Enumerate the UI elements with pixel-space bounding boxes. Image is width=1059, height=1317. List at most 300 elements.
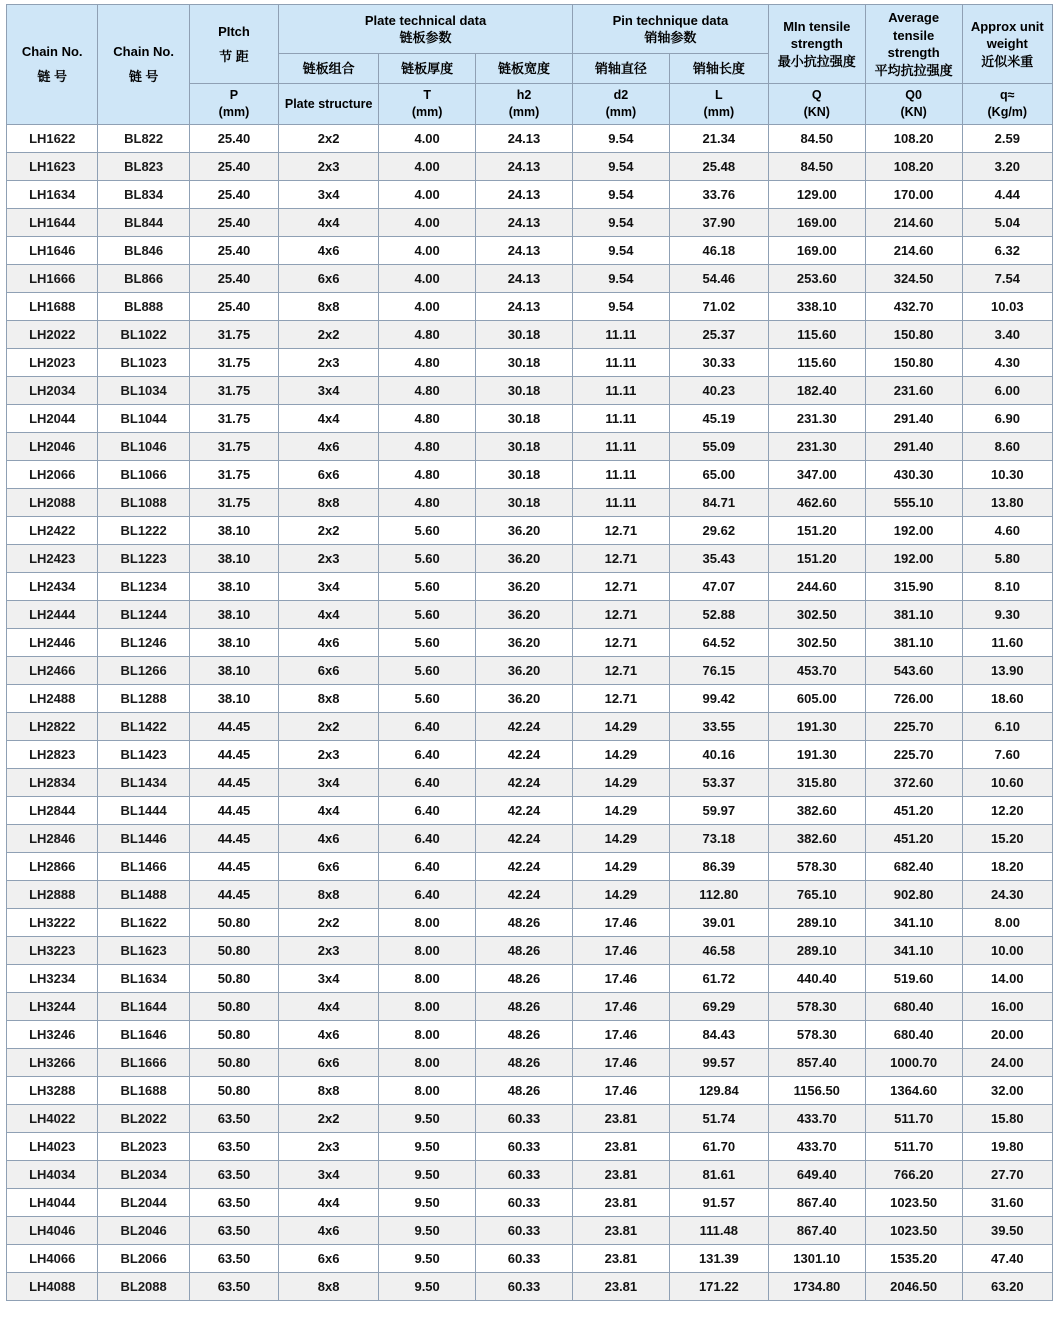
- cell-value: 231.60: [865, 376, 962, 404]
- cell-value: 84.71: [669, 488, 768, 516]
- cell-value: 42.24: [476, 712, 573, 740]
- table-row: [7, 236, 1053, 264]
- cell-value: 6.32: [962, 236, 1052, 264]
- cell-chain-no-2: BL866: [98, 264, 189, 292]
- cell-value: 50.80: [189, 1048, 278, 1076]
- cell-value: 25.40: [189, 236, 278, 264]
- cell-value: 1156.50: [768, 1076, 865, 1104]
- cell-value: 52.88: [669, 600, 768, 628]
- cell-value: 63.50: [189, 1104, 278, 1132]
- cell-value: 1301.10: [768, 1244, 865, 1272]
- cell-value: 341.10: [865, 936, 962, 964]
- table-row: [7, 600, 1053, 628]
- cell-value: 6.90: [962, 404, 1052, 432]
- cell-value: 6x6: [279, 1048, 379, 1076]
- header-plate-width-cn: 链板宽度: [476, 54, 573, 84]
- cell-value: 131.39: [669, 1244, 768, 1272]
- cell-value: 4x4: [279, 404, 379, 432]
- cell-value: 50.80: [189, 908, 278, 936]
- cell-value: 60.33: [476, 1216, 573, 1244]
- header-pin-technique-data: Pin technique data 销轴参数: [572, 5, 768, 54]
- cell-value: 111.48: [669, 1216, 768, 1244]
- unit-avg-tensile: Q0 (KN): [865, 84, 962, 125]
- cell-value: 47.40: [962, 1244, 1052, 1272]
- cell-value: 25.48: [669, 152, 768, 180]
- cell-value: 13.90: [962, 656, 1052, 684]
- cell-value: 40.16: [669, 740, 768, 768]
- cell-value: 42.24: [476, 768, 573, 796]
- cell-chain-no-1: LH4034: [7, 1160, 98, 1188]
- cell-value: 4x4: [279, 1188, 379, 1216]
- cell-chain-no-1: LH4023: [7, 1132, 98, 1160]
- cell-value: 12.71: [572, 572, 669, 600]
- cell-value: 6.40: [379, 712, 476, 740]
- table-row: [7, 404, 1053, 432]
- cell-chain-no-2: BL822: [98, 124, 189, 152]
- cell-value: 6.40: [379, 768, 476, 796]
- cell-value: 23.81: [572, 1244, 669, 1272]
- cell-value: 15.80: [962, 1104, 1052, 1132]
- cell-value: 2x3: [279, 152, 379, 180]
- cell-value: 8x8: [279, 292, 379, 320]
- cell-value: 291.40: [865, 432, 962, 460]
- cell-chain-no-2: BL823: [98, 152, 189, 180]
- cell-value: 31.75: [189, 376, 278, 404]
- table-row: [7, 992, 1053, 1020]
- cell-value: 4.30: [962, 348, 1052, 376]
- table-row: [7, 572, 1053, 600]
- cell-value: 14.29: [572, 852, 669, 880]
- cell-value: 15.20: [962, 824, 1052, 852]
- cell-value: 192.00: [865, 544, 962, 572]
- cell-value: 4.80: [379, 376, 476, 404]
- cell-value: 42.24: [476, 824, 573, 852]
- cell-value: 20.00: [962, 1020, 1052, 1048]
- cell-value: 867.40: [768, 1216, 865, 1244]
- cell-value: 31.60: [962, 1188, 1052, 1216]
- cell-value: 17.46: [572, 992, 669, 1020]
- cell-value: 11.11: [572, 432, 669, 460]
- cell-chain-no-1: LH4022: [7, 1104, 98, 1132]
- cell-value: 9.54: [572, 264, 669, 292]
- cell-value: 5.04: [962, 208, 1052, 236]
- cell-value: 39.50: [962, 1216, 1052, 1244]
- cell-chain-no-1: LH3244: [7, 992, 98, 1020]
- cell-value: 8.00: [379, 1076, 476, 1104]
- cell-chain-no-2: BL1034: [98, 376, 189, 404]
- cell-value: 48.26: [476, 992, 573, 1020]
- cell-value: 63.50: [189, 1132, 278, 1160]
- cell-value: 5.60: [379, 572, 476, 600]
- cell-value: 63.20: [962, 1272, 1052, 1300]
- cell-value: 8.60: [962, 432, 1052, 460]
- header-min-tensile-strength: MIn tensile strength 最小抗拉强度: [768, 5, 865, 84]
- cell-value: 171.22: [669, 1272, 768, 1300]
- cell-value: 38.10: [189, 516, 278, 544]
- cell-value: 10.00: [962, 936, 1052, 964]
- cell-value: 47.07: [669, 572, 768, 600]
- cell-value: 24.00: [962, 1048, 1052, 1076]
- cell-value: 244.60: [768, 572, 865, 600]
- cell-chain-no-2: BL1688: [98, 1076, 189, 1104]
- cell-value: 24.13: [476, 292, 573, 320]
- cell-value: 31.75: [189, 460, 278, 488]
- cell-chain-no-2: BL1488: [98, 880, 189, 908]
- cell-value: 4x6: [279, 628, 379, 656]
- cell-value: 4.80: [379, 460, 476, 488]
- cell-value: 23.81: [572, 1160, 669, 1188]
- table-row: [7, 1020, 1053, 1048]
- cell-value: 6.40: [379, 740, 476, 768]
- cell-value: 4x6: [279, 824, 379, 852]
- cell-value: 129.84: [669, 1076, 768, 1104]
- cell-value: 338.10: [768, 292, 865, 320]
- cell-value: 23.81: [572, 1132, 669, 1160]
- cell-value: 324.50: [865, 264, 962, 292]
- cell-value: 440.40: [768, 964, 865, 992]
- cell-value: 9.54: [572, 124, 669, 152]
- cell-value: 11.11: [572, 320, 669, 348]
- cell-value: 48.26: [476, 1076, 573, 1104]
- cell-value: 902.80: [865, 880, 962, 908]
- cell-value: 48.26: [476, 1048, 573, 1076]
- unit-pin-length: L (mm): [669, 84, 768, 125]
- cell-value: 36.20: [476, 516, 573, 544]
- header-approx-unit-weight: Approx unit weight 近似米重: [962, 5, 1052, 84]
- table-row: [7, 544, 1053, 572]
- cell-value: 4.00: [379, 180, 476, 208]
- cell-value: 225.70: [865, 740, 962, 768]
- table-row: [7, 320, 1053, 348]
- cell-value: 46.18: [669, 236, 768, 264]
- table-row: [7, 628, 1053, 656]
- cell-chain-no-1: LH2423: [7, 544, 98, 572]
- cell-value: 24.13: [476, 264, 573, 292]
- cell-value: 29.62: [669, 516, 768, 544]
- cell-value: 38.10: [189, 684, 278, 712]
- cell-chain-no-2: BL1288: [98, 684, 189, 712]
- cell-value: 4.80: [379, 348, 476, 376]
- cell-value: 115.60: [768, 348, 865, 376]
- cell-chain-no-1: LH2834: [7, 768, 98, 796]
- cell-value: 9.54: [572, 236, 669, 264]
- table-row: [7, 768, 1053, 796]
- cell-chain-no-2: BL2066: [98, 1244, 189, 1272]
- cell-value: 289.10: [768, 936, 865, 964]
- cell-value: 9.50: [379, 1216, 476, 1244]
- cell-value: 48.26: [476, 1020, 573, 1048]
- cell-value: 32.00: [962, 1076, 1052, 1104]
- cell-value: 44.45: [189, 880, 278, 908]
- cell-value: 1734.80: [768, 1272, 865, 1300]
- cell-value: 5.60: [379, 544, 476, 572]
- cell-chain-no-1: LH3234: [7, 964, 98, 992]
- cell-value: 23.81: [572, 1216, 669, 1244]
- cell-value: 4.80: [379, 488, 476, 516]
- cell-chain-no-2: BL834: [98, 180, 189, 208]
- header-plate-thickness-cn: 链板厚度: [379, 54, 476, 84]
- cell-value: 38.10: [189, 572, 278, 600]
- cell-value: 44.45: [189, 824, 278, 852]
- cell-value: 2x3: [279, 740, 379, 768]
- cell-chain-no-1: LH3223: [7, 936, 98, 964]
- cell-chain-no-2: BL1022: [98, 320, 189, 348]
- cell-value: 13.80: [962, 488, 1052, 516]
- cell-value: 12.71: [572, 656, 669, 684]
- cell-chain-no-1: LH3288: [7, 1076, 98, 1104]
- cell-value: 12.71: [572, 684, 669, 712]
- cell-value: 231.30: [768, 404, 865, 432]
- cell-value: 315.90: [865, 572, 962, 600]
- cell-chain-no-2: BL1046: [98, 432, 189, 460]
- cell-chain-no-2: BL1266: [98, 656, 189, 684]
- cell-value: 33.55: [669, 712, 768, 740]
- cell-value: 432.70: [865, 292, 962, 320]
- cell-value: 14.29: [572, 712, 669, 740]
- cell-value: 10.30: [962, 460, 1052, 488]
- cell-value: 18.60: [962, 684, 1052, 712]
- cell-value: 12.71: [572, 600, 669, 628]
- cell-value: 36.20: [476, 628, 573, 656]
- table-row: [7, 516, 1053, 544]
- cell-value: 14.29: [572, 880, 669, 908]
- cell-value: 6x6: [279, 264, 379, 292]
- cell-value: 9.50: [379, 1160, 476, 1188]
- cell-value: 605.00: [768, 684, 865, 712]
- cell-chain-no-1: LH1644: [7, 208, 98, 236]
- table-row: [7, 124, 1053, 152]
- table-row: [7, 1272, 1053, 1300]
- cell-value: 381.10: [865, 600, 962, 628]
- cell-value: 17.46: [572, 936, 669, 964]
- cell-value: 7.54: [962, 264, 1052, 292]
- cell-chain-no-2: BL846: [98, 236, 189, 264]
- cell-value: 214.60: [865, 236, 962, 264]
- cell-value: 44.45: [189, 768, 278, 796]
- cell-value: 8.00: [379, 964, 476, 992]
- cell-value: 9.50: [379, 1132, 476, 1160]
- cell-chain-no-1: LH1622: [7, 124, 98, 152]
- cell-value: 2046.50: [865, 1272, 962, 1300]
- cell-chain-no-1: LH4044: [7, 1188, 98, 1216]
- cell-chain-no-1: LH2488: [7, 684, 98, 712]
- cell-chain-no-1: LH2022: [7, 320, 98, 348]
- cell-value: 2x3: [279, 936, 379, 964]
- cell-chain-no-1: LH2823: [7, 740, 98, 768]
- cell-value: 36.20: [476, 600, 573, 628]
- cell-value: 48.26: [476, 936, 573, 964]
- table-row: [7, 712, 1053, 740]
- cell-value: 1535.20: [865, 1244, 962, 1272]
- table-row: [7, 740, 1053, 768]
- cell-value: 4x4: [279, 796, 379, 824]
- cell-value: 17.46: [572, 964, 669, 992]
- cell-value: 191.30: [768, 712, 865, 740]
- cell-value: 8.00: [379, 1020, 476, 1048]
- cell-value: 48.26: [476, 964, 573, 992]
- cell-value: 462.60: [768, 488, 865, 516]
- cell-value: 4.00: [379, 152, 476, 180]
- cell-value: 24.30: [962, 880, 1052, 908]
- cell-value: 17.46: [572, 1076, 669, 1104]
- cell-value: 150.80: [865, 348, 962, 376]
- cell-value: 9.54: [572, 208, 669, 236]
- cell-value: 36.20: [476, 656, 573, 684]
- cell-chain-no-1: LH2422: [7, 516, 98, 544]
- cell-value: 4.00: [379, 236, 476, 264]
- cell-value: 65.00: [669, 460, 768, 488]
- cell-value: 60.33: [476, 1188, 573, 1216]
- cell-chain-no-2: BL1223: [98, 544, 189, 572]
- cell-value: 11.11: [572, 376, 669, 404]
- cell-value: 9.50: [379, 1104, 476, 1132]
- cell-value: 115.60: [768, 320, 865, 348]
- cell-chain-no-2: BL1234: [98, 572, 189, 600]
- cell-chain-no-1: LH2088: [7, 488, 98, 516]
- cell-value: 2x3: [279, 1132, 379, 1160]
- cell-value: 6.40: [379, 880, 476, 908]
- cell-value: 4.44: [962, 180, 1052, 208]
- cell-chain-no-2: BL1666: [98, 1048, 189, 1076]
- cell-value: 6.40: [379, 852, 476, 880]
- cell-chain-no-1: LH1623: [7, 152, 98, 180]
- cell-value: 302.50: [768, 628, 865, 656]
- table-body: [7, 124, 1053, 1300]
- cell-value: 112.80: [669, 880, 768, 908]
- cell-value: 8x8: [279, 684, 379, 712]
- cell-value: 24.13: [476, 208, 573, 236]
- cell-value: 9.50: [379, 1188, 476, 1216]
- cell-value: 30.18: [476, 376, 573, 404]
- cell-chain-no-1: LH3246: [7, 1020, 98, 1048]
- cell-value: 9.30: [962, 600, 1052, 628]
- cell-value: 12.20: [962, 796, 1052, 824]
- cell-value: 17.46: [572, 1020, 669, 1048]
- cell-value: 18.20: [962, 852, 1052, 880]
- cell-value: 36.20: [476, 684, 573, 712]
- cell-value: 3x4: [279, 1160, 379, 1188]
- cell-value: 5.60: [379, 516, 476, 544]
- cell-value: 5.60: [379, 600, 476, 628]
- cell-value: 37.90: [669, 208, 768, 236]
- cell-value: 4.00: [379, 208, 476, 236]
- cell-value: 84.43: [669, 1020, 768, 1048]
- cell-chain-no-1: LH1646: [7, 236, 98, 264]
- cell-value: 33.76: [669, 180, 768, 208]
- cell-value: 3x4: [279, 768, 379, 796]
- cell-value: 30.18: [476, 348, 573, 376]
- cell-value: 5.60: [379, 656, 476, 684]
- cell-value: 36.20: [476, 572, 573, 600]
- cell-value: 44.45: [189, 740, 278, 768]
- cell-value: 3x4: [279, 376, 379, 404]
- header-plate-structure-cn: 链板组合: [279, 54, 379, 84]
- cell-value: 8.00: [962, 908, 1052, 936]
- cell-value: 63.50: [189, 1216, 278, 1244]
- cell-value: 8x8: [279, 488, 379, 516]
- table-row: [7, 1076, 1053, 1104]
- cell-chain-no-2: BL2034: [98, 1160, 189, 1188]
- cell-chain-no-1: LH2444: [7, 600, 98, 628]
- cell-value: 4x4: [279, 600, 379, 628]
- cell-value: 64.52: [669, 628, 768, 656]
- cell-chain-no-1: LH2844: [7, 796, 98, 824]
- cell-value: 25.40: [189, 264, 278, 292]
- header-plate-technical-data: Plate technical data 链板参数: [279, 5, 573, 54]
- cell-value: 381.10: [865, 628, 962, 656]
- cell-value: 8x8: [279, 880, 379, 908]
- cell-value: 30.33: [669, 348, 768, 376]
- cell-value: 50.80: [189, 964, 278, 992]
- table-row: [7, 1048, 1053, 1076]
- cell-value: 4x4: [279, 992, 379, 1020]
- table-row: [7, 824, 1053, 852]
- cell-value: 45.19: [669, 404, 768, 432]
- leaf-chain-spec-table: [6, 4, 1053, 1301]
- cell-chain-no-1: LH2434: [7, 572, 98, 600]
- cell-value: 511.70: [865, 1132, 962, 1160]
- cell-value: 60.33: [476, 1132, 573, 1160]
- cell-value: 59.97: [669, 796, 768, 824]
- cell-value: 6.00: [962, 376, 1052, 404]
- cell-chain-no-2: BL2088: [98, 1272, 189, 1300]
- cell-value: 73.18: [669, 824, 768, 852]
- cell-value: 9.50: [379, 1244, 476, 1272]
- cell-value: 44.45: [189, 712, 278, 740]
- cell-value: 1000.70: [865, 1048, 962, 1076]
- cell-value: 60.33: [476, 1160, 573, 1188]
- cell-value: 71.02: [669, 292, 768, 320]
- header-chain-no-2: Chain No. 链 号: [98, 5, 189, 125]
- cell-value: 8x8: [279, 1272, 379, 1300]
- cell-value: 42.24: [476, 740, 573, 768]
- cell-value: 61.70: [669, 1132, 768, 1160]
- cell-value: 214.60: [865, 208, 962, 236]
- cell-chain-no-1: LH3222: [7, 908, 98, 936]
- cell-value: 3x4: [279, 964, 379, 992]
- cell-chain-no-1: LH2066: [7, 460, 98, 488]
- cell-chain-no-2: BL844: [98, 208, 189, 236]
- cell-value: 8x8: [279, 1076, 379, 1104]
- table-row: [7, 684, 1053, 712]
- cell-value: 35.43: [669, 544, 768, 572]
- cell-value: 9.54: [572, 292, 669, 320]
- cell-chain-no-1: LH2846: [7, 824, 98, 852]
- cell-value: 50.80: [189, 1076, 278, 1104]
- cell-chain-no-2: BL1423: [98, 740, 189, 768]
- cell-value: 5.60: [379, 684, 476, 712]
- cell-value: 51.74: [669, 1104, 768, 1132]
- cell-value: 46.58: [669, 936, 768, 964]
- cell-value: 169.00: [768, 236, 865, 264]
- cell-value: 8.00: [379, 908, 476, 936]
- cell-value: 6.40: [379, 824, 476, 852]
- cell-value: 543.60: [865, 656, 962, 684]
- cell-value: 9.54: [572, 152, 669, 180]
- cell-value: 4.00: [379, 124, 476, 152]
- cell-value: 31.75: [189, 404, 278, 432]
- cell-chain-no-2: BL1634: [98, 964, 189, 992]
- table-row: [7, 208, 1053, 236]
- header-average-tensile-strength: Average tensile strength 平均抗拉强度: [865, 5, 962, 84]
- cell-value: 69.29: [669, 992, 768, 1020]
- cell-value: 765.10: [768, 880, 865, 908]
- cell-chain-no-1: LH2044: [7, 404, 98, 432]
- cell-value: 24.13: [476, 152, 573, 180]
- cell-value: 11.60: [962, 628, 1052, 656]
- cell-value: 4.00: [379, 292, 476, 320]
- cell-value: 11.11: [572, 460, 669, 488]
